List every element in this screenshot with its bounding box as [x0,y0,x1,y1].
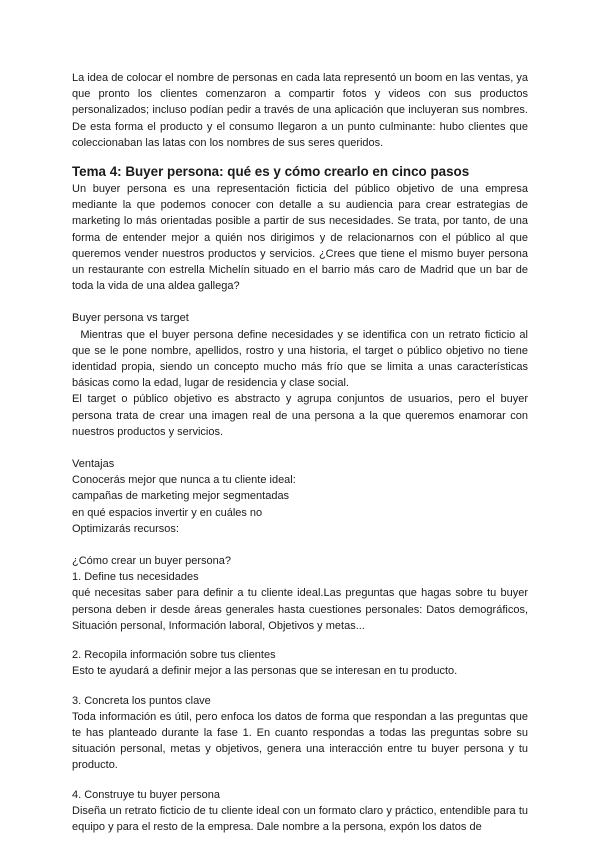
advantage-item: en qué espacios invertir y en cuáles no [72,506,263,519]
advantage-item: campañas de marketing mejor segmentadas [72,490,290,503]
advantage-item: Optimizarás recursos: [72,522,179,535]
step-text: Toda información es útil, pero enfoca los datos de forma que respondan a las preguntas que te has planteado durante la fase 1. En cuanto respondas a todas las preguntas sobre su situación personal, metas y objetivos, genera una interacción entre tu buyer persona y tu producto. [72,710,528,772]
step-text: qué necesitas saber para definir a tu cliente ideal.Las preguntas que hagas sobre tu buyer persona deben ir desde áreas generales hasta cuestiones personales: Datos demográficos, Situación personal, Información laboral, Objetivos y metas... [72,587,528,632]
target-paragraph: El target o público objetivo es abstracto y agrupa conjuntos de usuarios, pero el buyer persona trata de crear una imagen real de una persona a la que queremos enamorar con nuestros productos y servicios. [72,393,528,438]
step-title: 2. Recopila información sobre tus clientes [72,649,276,662]
definition-paragraph: Un buyer persona es una representación ficticia del público objetivo de una empresa mediante la que podemos conocer con detalle a su audiencia para crear estrategias de marketing lo más orientadas posible a partir de sus necesidades. Se trata, por tanto, de una forma de entender mejor a quién nos dirigimos y de relacionarnos con el público al que queremos vender nuestros productos y servicios. ¿Crees que tiene el mismo buyer persona un restaurante con estrella Michelín situado en el barrio más caro de Madrid que un bar de toda la vida de una aldea gallega? [72,183,528,293]
comparison-paragraph: Mientras que el buyer persona define necesidades y se identifica con un retrato ficticio al que se le pone nombre, apellidos, rostro y una historia, el target o público objetivo no tiene identidad propia, siendo un concepto mucho más frío que se limita a unas características básicas como la edad, lugar de residencia y clase social. [72,328,532,390]
intro-paragraph: La idea de colocar el nombre de personas en cada lata representó un boom en las ventas, ya que pronto los clientes comenzaron a compartir fotos y videos con sus productos personalizados; incluso podían pedir a través de una aplicación que incluyeran sus nombres. De esta forma el producto y el consumo llegaron a un punto culminante: hubo clientes que coleccionaban las latas con los nombres de sus seres queridos. [72,72,528,149]
subheading-how-to: ¿Cómo crear un buyer persona? [72,555,231,568]
subheading-buyer-vs-target: Buyer persona vs target [72,312,189,325]
subheading-advantages: Ventajas [72,458,115,471]
step-title: 1. Define tus necesidades [72,571,199,584]
page-content [72,70,532,835]
step-title: 4. Construye tu buyer persona [72,788,220,801]
advantage-item: Conocerás mejor que nunca a tu cliente ideal: [72,474,296,487]
step-title: 3. Concreta los puntos clave [72,694,211,707]
step-text: Esto te ayudará a definir mejor a las personas que se interesan en tu producto. [72,665,458,678]
section-heading: Tema 4: Buyer persona: qué es y cómo crearlo en cinco pasos [72,164,470,180]
step-text: Diseña un retrato ficticio de tu cliente ideal con un formato claro y práctico, entendible para tu equipo y para el resto de la empresa. Dale nombre a la persona, expón los datos de [72,804,528,833]
